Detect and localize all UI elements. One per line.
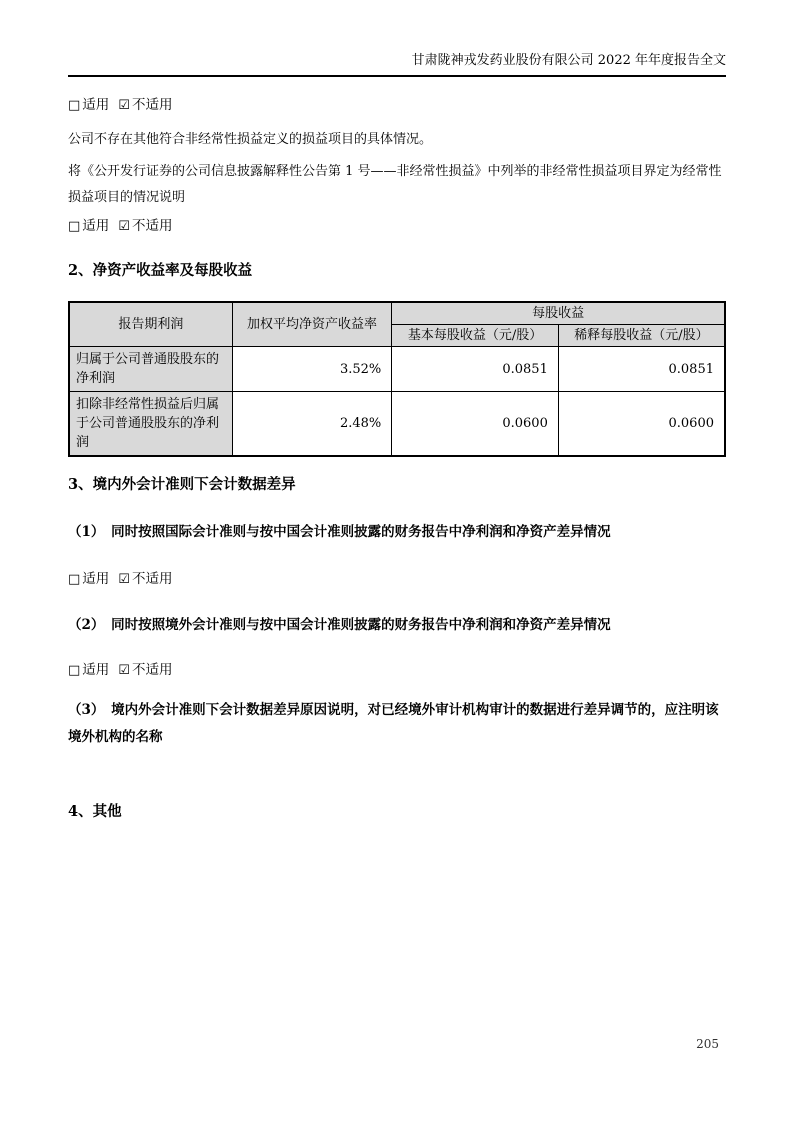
roe-value: 2.48% [232,392,391,457]
checkbox-checked-icon: ☑ [118,98,130,113]
section3-sub2-heading: （2） 同时按照境外会计准则与按中国会计准则披露的财务报告中净利润和净资产差异情况 [68,617,611,633]
not-applicable-label: 不适用 [131,218,173,234]
column-header-diluted-eps: 稀释每股收益（元/股） [558,325,725,347]
applicable-option [68,571,109,587]
nonrecurring-detail-paragraph: 公司不存在其他符合非经常性损益定义的损益项目的具体情况。 [68,132,433,147]
checkbox-unchecked-icon: □ [68,572,81,587]
diluted-eps-value: 0.0851 [558,347,725,392]
basic-eps-value: 0.0600 [392,392,559,457]
not-applicable-label: 不适用 [131,571,173,587]
not-applicable-option [118,97,172,113]
applicability-line-explain [68,218,726,235]
section3-sub1-heading: （1） 同时按照国际会计准则与按中国会计准则披露的财务报告中净利润和净资产差异情况 [68,524,611,540]
column-group-eps: 每股收益 [392,302,725,325]
section4-heading: 4、其他 [68,803,122,820]
section3-sub3-heading: （3） 境内外会计准则下会计数据差异原因说明，对已经境外审计机构审计的数据进行差异调节的，应注明该境外机构的名称 [68,702,719,745]
not-applicable-option [118,571,172,587]
table-row [69,347,725,392]
applicable-label: 适用 [82,218,110,234]
roe-eps-table [68,301,726,457]
applicable-label: 适用 [82,662,110,678]
applicable-label: 适用 [82,571,110,587]
applicable-option [68,218,109,234]
section3-heading: 3、境内外会计准则下会计数据差异 [68,476,296,493]
applicable-option [68,97,109,113]
page-content [68,97,726,821]
table-header-row-1 [69,302,725,325]
checkbox-unchecked-icon: □ [68,663,81,678]
not-applicable-label: 不适用 [131,97,173,113]
applicability-line-sub1 [68,571,726,588]
column-header-roe: 加权平均净资产收益率 [232,302,391,347]
section2-heading: 2、净资产收益率及每股收益 [68,262,253,279]
checkbox-unchecked-icon: □ [68,219,81,234]
not-applicable-option [118,662,172,678]
nonrecurring-explain-paragraph: 将《公开发行证券的公司信息披露解释性公告第 1 号——非经常性损益》中列举的非经常性损益项目界定为经常性损益项目的情况说明 [68,164,722,205]
column-header-basic-eps: 基本每股收益（元/股） [392,325,559,347]
row-label-net-profit: 归属于公司普通股股东的净利润 [69,347,232,392]
checkbox-checked-icon: ☑ [118,572,130,587]
page-header-title: 甘肃陇神戎发药业股份有限公司 2022 年年度报告全文 [68,0,726,77]
applicability-line-sub2 [68,662,726,679]
basic-eps-value: 0.0851 [392,347,559,392]
applicable-option [68,662,109,678]
applicability-line-nonrecurring [68,97,726,114]
not-applicable-label: 不适用 [131,662,173,678]
table-row [69,392,725,457]
page-number: 205 [696,1037,719,1051]
row-label-net-profit-excl-nonrecurring: 扣除非经常性损益后归属于公司普通股股东的净利润 [69,392,232,457]
diluted-eps-value: 0.0600 [558,392,725,457]
checkbox-unchecked-icon: □ [68,98,81,113]
column-header-profit: 报告期利润 [69,302,232,347]
roe-value: 3.52% [232,347,391,392]
checkbox-checked-icon: ☑ [118,219,130,234]
checkbox-checked-icon: ☑ [118,663,130,678]
applicable-label: 适用 [82,97,110,113]
not-applicable-option [118,218,172,234]
